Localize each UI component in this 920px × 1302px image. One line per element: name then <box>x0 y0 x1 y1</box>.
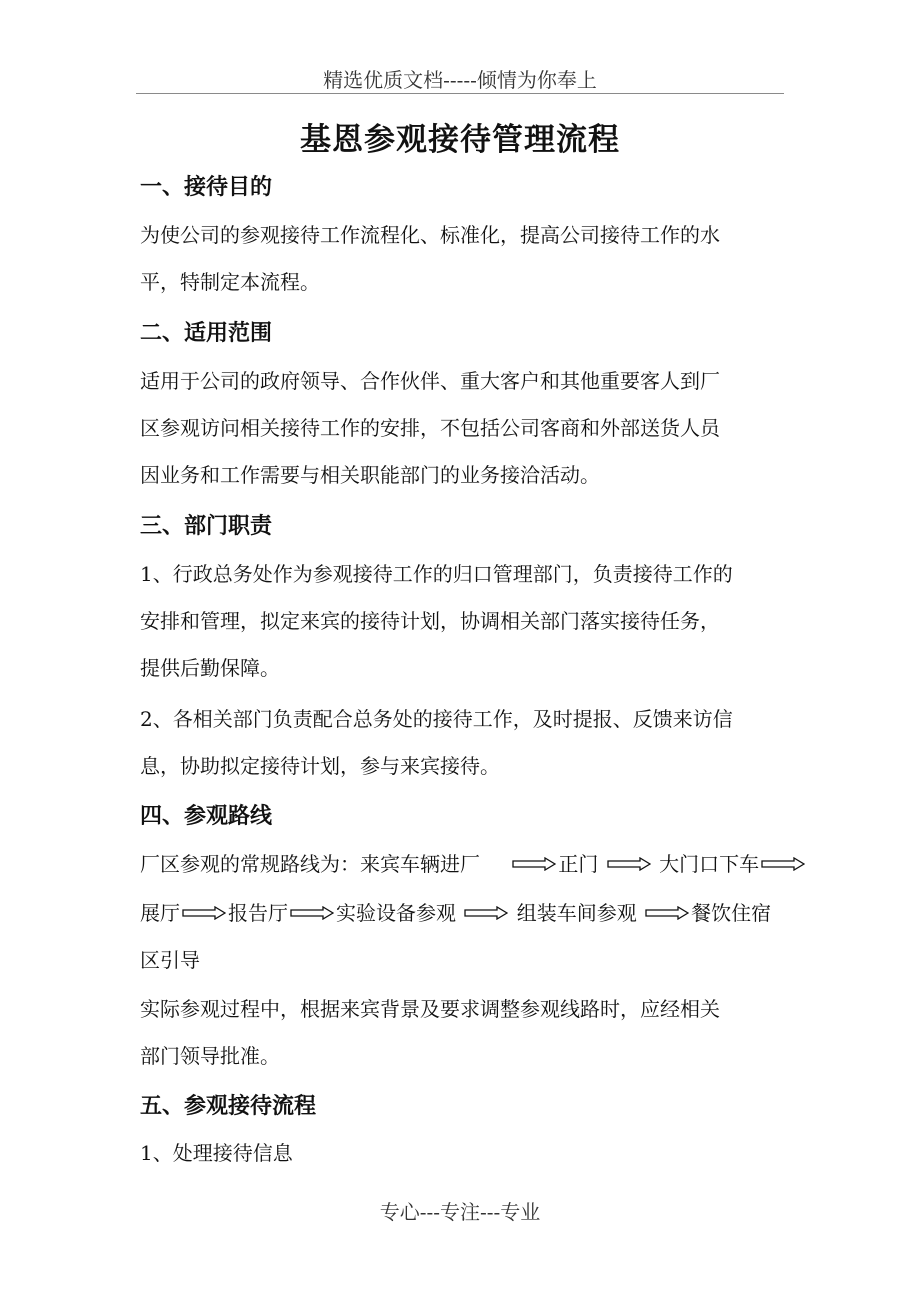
paragraph-line: 因业务和工作需要与相关职能部门的业务接洽活动。 <box>140 463 600 487</box>
section-heading-scope: 二、适用范围 <box>140 321 273 346</box>
paragraph-line: 安排和管理，拟定来宾的接待计划，协调相关部门落实接待任务， <box>140 609 720 633</box>
route-step: 正门 <box>558 852 599 876</box>
section-heading-duties: 三、部门职责 <box>140 514 273 539</box>
arrow-right-icon <box>761 857 805 871</box>
route-step: 展厅 <box>140 901 180 925</box>
header-rule <box>136 93 784 94</box>
arrow-right-icon <box>607 857 651 871</box>
paragraph-line: 区参观访问相关接待工作的安排，不包括公司客商和外部送货人员 <box>140 416 720 440</box>
arrow-right-icon <box>645 906 689 920</box>
paragraph-line: 息，协助拟定接待计划，参与来宾接待。 <box>140 754 500 778</box>
arrow-right-icon <box>290 906 334 920</box>
route-step: 大门口下车 <box>659 852 760 876</box>
paragraph-line: 平，特制定本流程。 <box>140 270 320 294</box>
paragraph-line: 1、处理接待信息 <box>140 1141 293 1165</box>
paragraph-line: 1、行政总务处作为参观接待工作的归口管理部门，负责接待工作的 <box>140 562 733 586</box>
document-title: 基恩参观接待管理流程 <box>300 122 620 158</box>
route-step: 餐饮住宿 <box>691 901 772 925</box>
arrow-right-icon <box>182 906 226 920</box>
route-line-1 <box>140 848 807 877</box>
paragraph-line: 2、各相关部门负责配合总务处的接待工作，及时提报、反馈来访信 <box>140 707 733 731</box>
route-step: 区引导 <box>140 948 200 972</box>
arrow-right-icon <box>512 857 556 871</box>
route-line-2 <box>140 897 771 926</box>
route-step: 实验设备参观 <box>336 901 456 925</box>
route-step: 组装车间参观 <box>516 901 637 925</box>
section-heading-process: 五、参观接待流程 <box>140 1094 317 1119</box>
paragraph-line: 适用于公司的政府领导、合作伙伴、重大客户和其他重要客人到厂 <box>140 369 720 393</box>
paragraph-line: 为使公司的参观接待工作流程化、标准化，提高公司接待工作的水 <box>140 223 720 247</box>
page-footer: 专心---专注---专业 <box>379 1200 541 1224</box>
arrow-right-icon <box>464 906 508 920</box>
section-heading-purpose: 一、接待目的 <box>140 175 273 200</box>
paragraph-line: 提供后勤保障。 <box>140 656 280 680</box>
paragraph-line: 部门领导批准。 <box>140 1044 280 1068</box>
paragraph-line: 实际参观过程中，根据来宾背景及要求调整参观线路时，应经相关 <box>140 997 720 1021</box>
section-heading-route: 四、参观路线 <box>140 804 273 829</box>
route-step: 报告厅 <box>228 901 288 925</box>
page-header: 精选优质文档-----倾情为你奉上 <box>323 68 597 92</box>
route-intro: 厂区参观的常规路线为：来宾车辆进厂 <box>140 852 480 876</box>
